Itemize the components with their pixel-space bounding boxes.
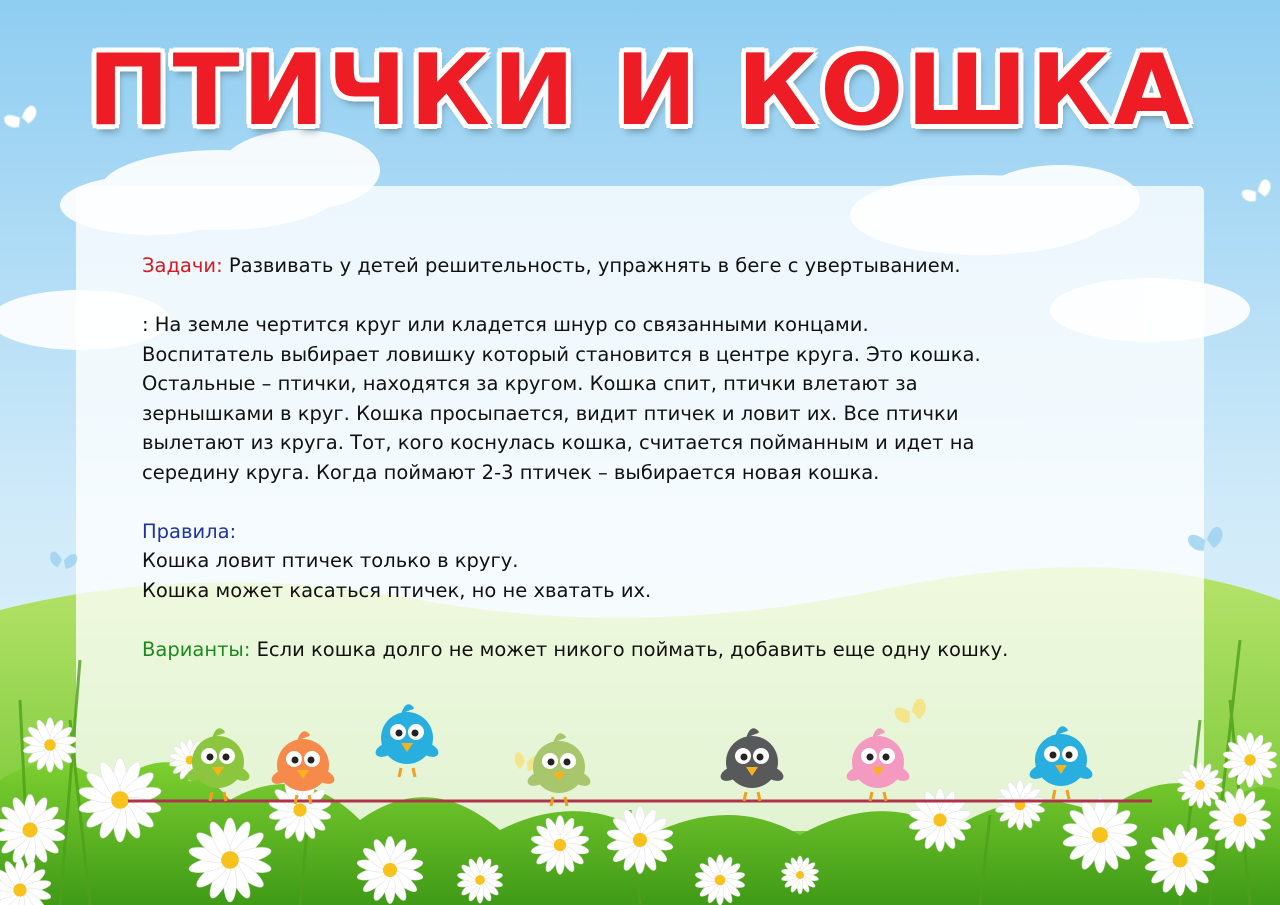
tasks-label: Задачи: [142, 254, 223, 277]
description-line: вылетают из круга. Тот, кого коснулась кошка, считается пойманным и идет на [142, 431, 975, 454]
variants-label: Варианты: [142, 637, 251, 661]
description-line: Воспитатель выбирает ловишку который становится в центре круга. Это кошка. [142, 342, 981, 366]
tasks-paragraph [142, 251, 1152, 281]
description-line: зернышками в круг. Кошка просыпается, видит птичек и ловит их. Все птички [142, 401, 959, 425]
rules-label: Правила: [142, 519, 237, 543]
variants-text: Если кошка долго не может никого поймать, добавить еще одну кошку. [250, 637, 1009, 661]
description-line: : На земле чертится круг или кладется шнур со связанными концами. [142, 313, 869, 336]
description-line: середину круга. Когда поймают 2-3 птичек – выбирается новая кошка. [142, 460, 880, 484]
rule-line: Кошка ловит птичек только в кругу. [142, 549, 519, 572]
rule-line: Кошка может касаться птичек, но не хватать их. [142, 578, 652, 602]
variants-paragraph [142, 635, 1152, 665]
tasks-text: Развивать у детей решительность, упражнять в беге с увертыванием. [222, 254, 961, 277]
page-title: ПТИЧКИ И КОШКА [87, 34, 1193, 148]
description-line: Остальные – птички, находятся за кругом. Кошка спит, птички влетают за [142, 372, 918, 395]
game-description [142, 251, 1152, 664]
